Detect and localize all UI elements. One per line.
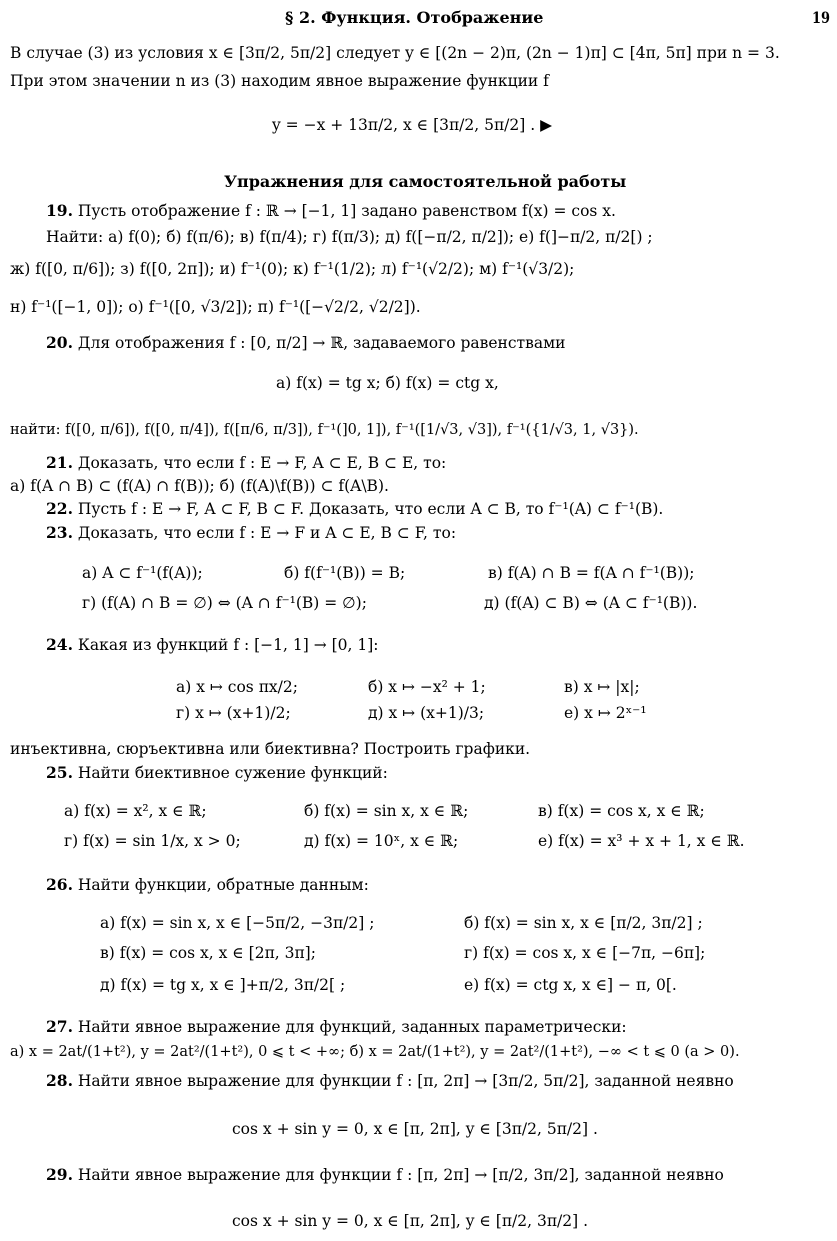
exercise-26-text: Найти функции, обратные данным: — [77, 876, 369, 894]
exercise-25-text: Найти биективное сужение функций: — [77, 764, 388, 782]
exercise-24-item-b: б) x ↦ −x² + 1; — [368, 678, 486, 696]
exercise-26-line-1 — [46, 876, 369, 895]
exercise-22-text: Пусть f : E → F, A ⊂ F, B ⊂ F. Доказать, что если A ⊂ B, то f⁻¹(A) ⊂ f⁻¹(B). — [77, 500, 664, 518]
exercise-20-line-1 — [46, 334, 565, 353]
exercise-23-item-a: а) A ⊂ f⁻¹(f(A)); — [82, 564, 203, 582]
exercise-19-line-4: н) f⁻¹([−1, 0]); о) f⁻¹([0, √3/2]); п) f⁻¹([−√2/2, √2/2]). — [10, 298, 421, 316]
exercise-28-line-1 — [46, 1072, 734, 1091]
exercise-26-item-a: а) f(x) = sin x, x ∈ [−5π/2, −3π/2] ; — [100, 914, 375, 932]
exercise-25-item-d: д) f(x) = 10ˣ, x ∈ ℝ; — [304, 832, 459, 850]
exercise-27-text: Найти явное выражение для функций, заданных параметрически: — [77, 1018, 627, 1036]
exercise-23-item-g: г) (f(A) ∩ B = ∅) ⇔ (A ∩ f⁻¹(B) = ∅); — [82, 594, 367, 612]
exercise-20-line-3: найти: f([0, π/6]), f([0, π/4]), f([π/6, π/3]), f⁻¹(]0, 1]), f⁻¹([1/√3, √3]), f⁻¹({1/√3, 1, √3}). — [10, 422, 639, 438]
exercise-25-item-b: б) f(x) = sin x, x ∈ ℝ; — [304, 802, 469, 820]
exercise-26-item-d: д) f(x) = tg x, x ∈ ]+π/2, 3π/2[ ; — [100, 976, 346, 994]
exercise-26-item-v: в) f(x) = cos x, x ∈ [2π, 3π]; — [100, 944, 316, 962]
intro-line-1: В случае (3) из условия x ∈ [3π/2, 5π/2] следует y ∈ [(2n − 2)π, (2n − 1)π] ⊂ [4π, 5π] при n = 3. — [10, 44, 780, 62]
exercise-21-number: 21. — [46, 453, 73, 472]
exercise-25-item-e: е) f(x) = x³ + x + 1, x ∈ ℝ. — [538, 832, 745, 850]
exercise-24-item-v: в) x ↦ |x|; — [564, 678, 640, 696]
exercise-29-line-1 — [46, 1166, 724, 1185]
exercise-22-number: 22. — [46, 499, 73, 518]
exercise-23-line-1 — [46, 524, 456, 543]
exercise-19-number: 19. — [46, 201, 73, 220]
exercise-21-text: Доказать, что если f : E → F, A ⊂ E, B ⊂ E, то: — [77, 454, 447, 472]
exercise-28-number: 28. — [46, 1071, 73, 1090]
intro-line-2: При этом значении n из (3) находим явное выражение функции f — [10, 72, 549, 90]
exercise-28-text: Найти явное выражение для функции f : [π, 2π] → [3π/2, 5π/2], заданной неявно — [77, 1072, 734, 1090]
exercise-27-number: 27. — [46, 1017, 73, 1036]
exercise-26-item-e: е) f(x) = ctg x, x ∈] − π, 0[. — [464, 976, 677, 994]
exercise-25-item-v: в) f(x) = cos x, x ∈ ℝ; — [538, 802, 705, 820]
exercise-19-line-1 — [46, 202, 616, 221]
exercise-27-line-1 — [46, 1018, 627, 1037]
exercise-24-line-2: инъективна, сюръективна или биективна? Построить графики. — [10, 740, 531, 758]
section-title: Упражнения для самостоятельной работы — [224, 172, 627, 191]
exercise-24-item-a: а) x ↦ cos πx/2; — [176, 678, 298, 696]
intro-formula: y = −x + 13π/2, x ∈ [3π/2, 5π/2] . ▶ — [272, 116, 552, 134]
exercise-20-line-2: а) f(x) = tg x; б) f(x) = ctg x, — [276, 374, 499, 392]
exercise-23-number: 23. — [46, 523, 73, 542]
exercise-23-item-v: в) f(A) ∩ B = f(A ∩ f⁻¹(B)); — [488, 564, 695, 582]
exercise-29-text: Найти явное выражение для функции f : [π, 2π] → [π/2, 3π/2], заданной неявно — [77, 1166, 724, 1184]
page-header-title: § 2. Функция. Отображение — [285, 8, 544, 27]
exercise-28-line-2: cos x + sin y = 0, x ∈ [π, 2π], y ∈ [3π/2, 5π/2] . — [232, 1120, 598, 1138]
exercise-22-line-1 — [46, 500, 663, 519]
exercise-20-number: 20. — [46, 333, 73, 352]
exercise-26-item-g: г) f(x) = cos x, x ∈ [−7π, −6π]; — [464, 944, 706, 962]
exercise-19-line-3: ж) f([0, π/6]); з) f([0, 2π]); и) f⁻¹(0); к) f⁻¹(1/2); л) f⁻¹(√2/2); м) f⁻¹(√3/2); — [10, 260, 575, 278]
page-number: 19 — [812, 8, 830, 27]
exercise-29-number: 29. — [46, 1165, 73, 1184]
exercise-25-line-1 — [46, 764, 388, 783]
exercise-25-item-a: а) f(x) = x², x ∈ ℝ; — [64, 802, 207, 820]
exercise-20-text: Для отображения f : [0, π/2] → ℝ, задаваемого равенствами — [77, 334, 566, 352]
exercise-23-item-d: д) (f(A) ⊂ B) ⇔ (A ⊂ f⁻¹(B)). — [484, 594, 698, 612]
exercise-29-line-2: cos x + sin y = 0, x ∈ [π, 2π], y ∈ [π/2, 3π/2] . — [232, 1212, 589, 1230]
exercise-26-item-b: б) f(x) = sin x, x ∈ [π/2, 3π/2] ; — [464, 914, 703, 932]
exercise-25-item-g: г) f(x) = sin 1/x, x > 0; — [64, 832, 241, 850]
exercise-26-number: 26. — [46, 875, 73, 894]
exercise-24-item-g: г) x ↦ (x+1)/2; — [176, 704, 291, 722]
exercise-24-text: Какая из функций f : [−1, 1] → [0, 1]: — [77, 636, 379, 654]
exercise-21-line-1 — [46, 454, 446, 473]
exercise-19-line-2: Найти: а) f(0); б) f(π/6); в) f(π/4); г) f(π/3); д) f([−π/2, π/2]); е) f(]−π/2, π/2[) ; — [46, 228, 653, 246]
exercise-24-line-1 — [46, 636, 379, 655]
exercise-23-item-b: б) f(f⁻¹(B)) = B; — [284, 564, 406, 582]
exercise-19-text: Пусть отображение f : ℝ → [−1, 1] задано равенством f(x) = cos x. — [77, 202, 616, 220]
exercise-27-line-2: а) x = 2at/(1+t²), y = 2at²/(1+t²), 0 ⩽ t < +∞; б) x = 2at/(1+t²), y = 2at²/(1+t²), −∞ < t ⩽ 0 (a > 0). — [10, 1044, 740, 1060]
exercise-23-text: Доказать, что если f : E → F и A ⊂ E, B ⊂ F, то: — [77, 524, 457, 542]
exercise-24-number: 24. — [46, 635, 73, 654]
exercise-24-item-e: е) x ↦ 2ˣ⁻¹ — [564, 704, 647, 722]
exercise-25-number: 25. — [46, 763, 73, 782]
exercise-24-item-d: д) x ↦ (x+1)/3; — [368, 704, 485, 722]
exercise-21-line-2: а) f(A ∩ B) ⊂ (f(A) ∩ f(B)); б) (f(A)\f(B)) ⊂ f(A\B). — [10, 477, 389, 495]
